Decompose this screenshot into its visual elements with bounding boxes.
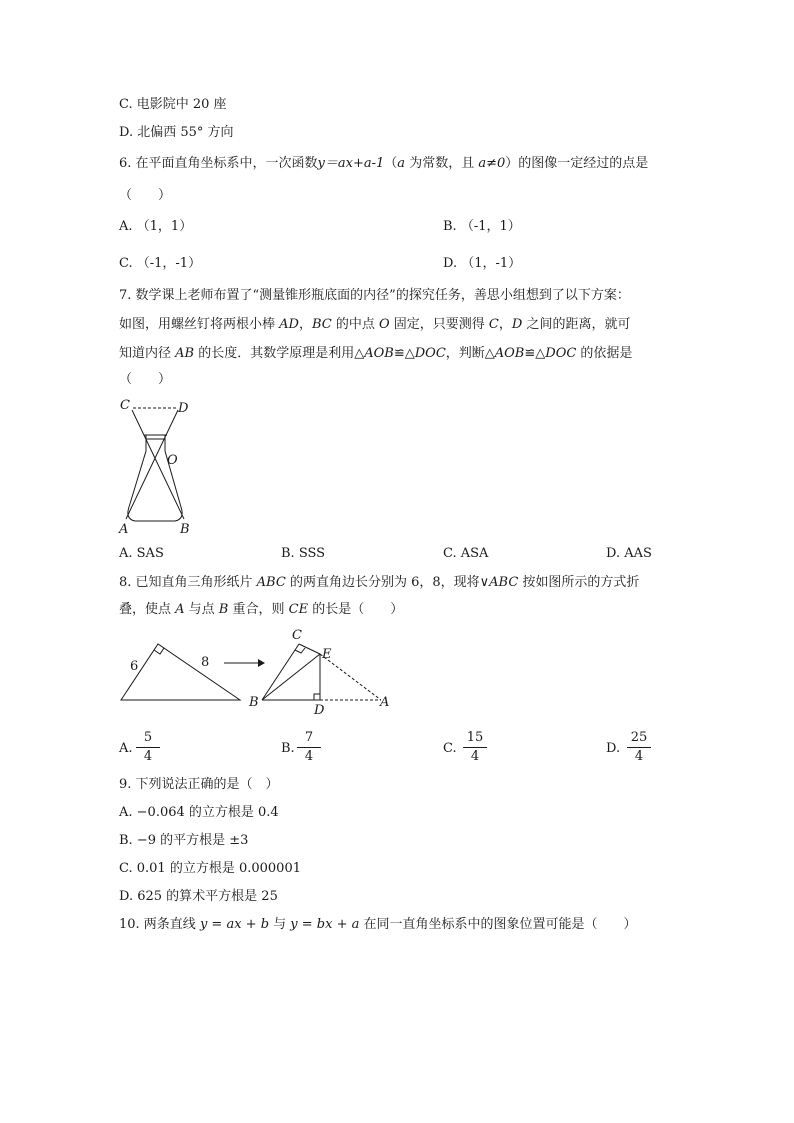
fold-be: [262, 654, 320, 700]
side-label-6: 6: [130, 659, 139, 674]
q7-text: ，: [298, 317, 312, 332]
q8-text: 与点: [184, 602, 219, 617]
label-a: A: [119, 522, 129, 537]
q7-c: C: [488, 317, 499, 332]
q7-option-a: A. SAS: [119, 546, 164, 561]
right-angle-c: [295, 648, 305, 653]
q8-text: 8. 已知直角三角形纸片: [119, 575, 257, 590]
q8-text: 重合，则: [228, 602, 289, 617]
numerator: 25: [627, 730, 651, 748]
q7-text: 如图，用螺丝钉将两根小棒: [119, 317, 280, 332]
q7-option-b: B. SSS: [281, 546, 326, 561]
q8-point-b: B: [218, 602, 229, 617]
q7-text: 固定，只要测得: [389, 317, 489, 332]
q9-stem: 9. 下列说法正确的是（ ）: [119, 777, 279, 792]
q6-option-c: C. （-1，-1）: [119, 256, 202, 271]
q7-ab: AB: [175, 346, 195, 361]
fold-arrow-head: [258, 659, 265, 667]
q7-d: D: [511, 317, 523, 332]
q7-bc: BC: [311, 317, 332, 332]
q7-aob: AOB: [364, 346, 394, 361]
q7-option-c: C. ASA: [443, 546, 489, 561]
right-angle-d: [314, 694, 320, 700]
q7-text: 知道内径: [119, 346, 176, 361]
label-b: B: [180, 522, 190, 537]
q6-stem-text: ）的图像一定经过的点是: [505, 156, 649, 171]
q7-text: 之间的距离，就可: [522, 317, 631, 332]
q6-option-a: A. （1，1）: [119, 219, 193, 234]
denominator: 4: [304, 749, 314, 764]
q8-option-d-label: D.: [606, 741, 621, 756]
q9-option-b: B. −9 的平方根是 ±3: [119, 833, 249, 848]
q7-answer-paren: （ ）: [119, 372, 172, 387]
q10-eq-2: y = bx + a: [290, 917, 360, 932]
q8-text: 叠，使点: [119, 602, 176, 617]
q7-text: ≌△: [524, 346, 546, 361]
q8-option-d-fraction: [627, 730, 651, 765]
q7-line-3: [119, 345, 632, 363]
q6-stem-text: 6. 在平面直角坐标系中，一次函数: [119, 156, 318, 171]
q8-abc: ABC: [256, 575, 286, 590]
q10-text: 在同一直角坐标系中的图象位置可能是（ ）: [359, 917, 637, 932]
q7-text: ≌△: [393, 346, 415, 361]
q8-text: 的长是（ ）: [308, 602, 404, 617]
label-a: A: [380, 695, 390, 710]
q7-text: 的依据是: [576, 346, 633, 361]
q7-option-d: D. AAS: [606, 546, 652, 561]
numerator: 15: [463, 730, 487, 748]
q6-var-a: a: [397, 156, 406, 171]
q7-ad: AD: [279, 317, 299, 332]
q7-text: 的长度．其数学原理是利用△: [194, 346, 365, 361]
q8-option-a-label: A.: [119, 741, 133, 756]
flask-outline: [128, 435, 182, 521]
q6-option-d: D. （1，-1）: [443, 256, 522, 271]
side-label-8: 8: [201, 655, 210, 670]
denominator: 4: [143, 749, 153, 764]
q6-function: y＝ax+a-1: [317, 156, 385, 171]
q6-stem-text: 为常数，且: [405, 156, 479, 171]
q7-aob: AOB: [494, 346, 525, 361]
q8-option-a-fraction: [136, 730, 160, 765]
label-d: D: [314, 703, 325, 718]
q7-text: ，: [498, 317, 512, 332]
q7-line-2: [119, 316, 630, 334]
q8-text: 按如图所示的方式折: [518, 575, 640, 590]
q9-option-c: C. 0.01 的立方根是 0.000001: [119, 861, 301, 876]
label-b: B: [249, 695, 259, 710]
q10-stem: [119, 916, 636, 934]
q8-line-2: [119, 601, 403, 619]
q7-line-1: 7. 数学课上老师布置了“测量锥形瓶底面的内径”的探究任务，善思小组想到了以下方案：: [119, 288, 630, 303]
q7-doc: DOC: [545, 346, 577, 361]
label-c: C: [120, 398, 130, 413]
label-e: E: [322, 647, 332, 662]
q6-condition: a≠0: [478, 156, 506, 171]
folded-ce: [299, 644, 320, 654]
q6-stem: [119, 155, 648, 173]
label-d: D: [178, 401, 189, 416]
q6-option-b: B. （-1，1）: [443, 219, 521, 234]
q5-option-d: D. 北偏西 55° 方向: [119, 125, 234, 140]
q10-eq-1: y = ax + b: [199, 917, 270, 932]
q9-option-a: A. −0.064 的立方根是 0.4: [119, 805, 279, 820]
q8-line-1: [119, 574, 639, 592]
q8-ce: CE: [288, 602, 309, 617]
q7-text: ，判断△: [445, 346, 495, 361]
q8-fold-figure: [118, 625, 398, 720]
q7-text: 的中点: [331, 317, 379, 332]
q10-text: 与: [269, 917, 291, 932]
q8-option-b-fraction: [297, 730, 321, 765]
q8-option-c-fraction: [463, 730, 487, 765]
q8-point-a: A: [175, 602, 185, 617]
numerator: 7: [297, 730, 321, 748]
q8-option-c-label: C.: [443, 741, 457, 756]
q7-o: O: [378, 317, 390, 332]
q7-flask-figure: [115, 395, 205, 537]
right-angle-mark: [154, 648, 164, 654]
denominator: 4: [470, 749, 480, 764]
q8-text: 的两直角边长分别为 6，8，现将∨: [285, 575, 490, 590]
folded-bc: [262, 644, 299, 700]
q10-text: 10. 两条直线: [119, 917, 200, 932]
q7-doc: DOC: [414, 346, 446, 361]
original-triangle: [121, 644, 240, 700]
numerator: 5: [136, 730, 160, 748]
q8-option-b-label: B.: [281, 741, 295, 756]
label-c: C: [292, 628, 302, 643]
q5-option-c: C. 电影院中 20 座: [119, 97, 227, 112]
denominator: 4: [634, 749, 644, 764]
label-o: O: [167, 453, 178, 468]
q6-answer-paren: （ ）: [119, 188, 172, 203]
q8-abc: ABC: [489, 575, 519, 590]
q6-stem-text: （: [384, 156, 398, 171]
q9-option-d: D. 625 的算术平方根是 25: [119, 889, 278, 904]
